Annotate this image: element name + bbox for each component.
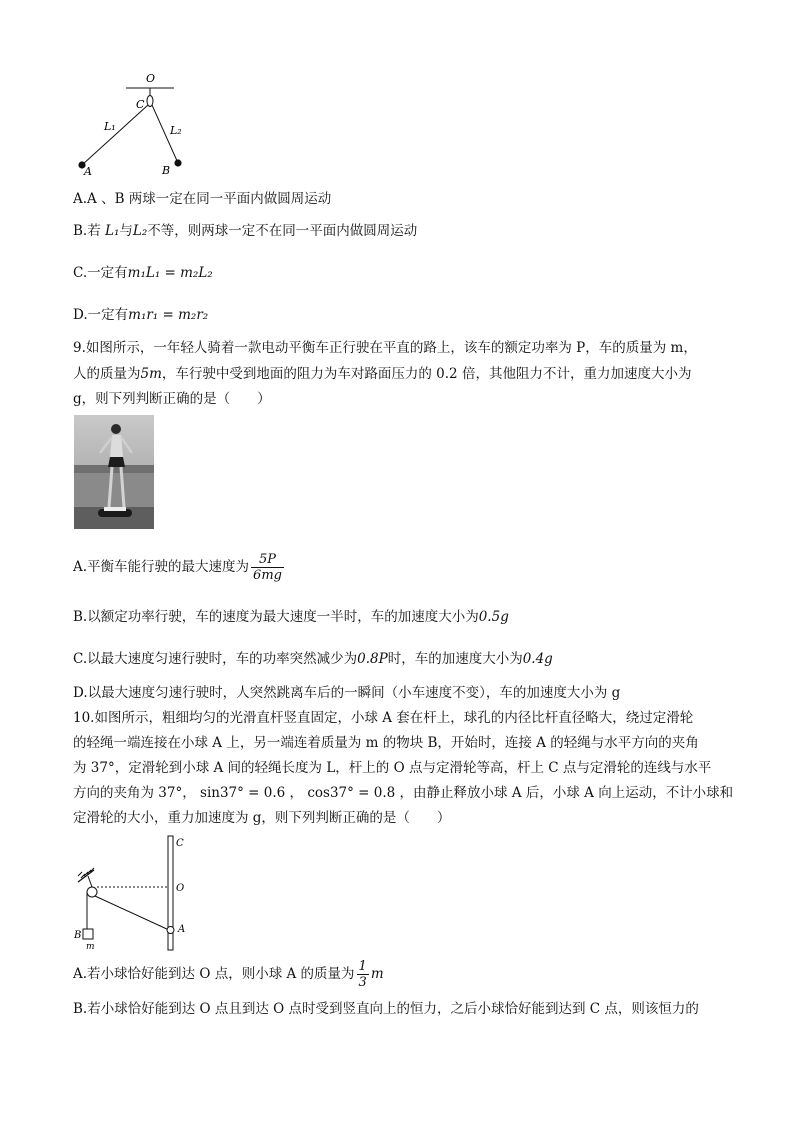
ball-b <box>174 159 181 166</box>
label-o: O <box>146 72 156 85</box>
label-b: B <box>162 164 171 177</box>
label-a: A <box>84 165 92 178</box>
q10-stem-line1: 10.如图所示，粗细均匀的光滑直杆竖直固定，小球 A 套在杆上，球孔的内径比杆直径略大，绕过定滑轮 <box>73 710 694 726</box>
label-l1: L₁ <box>104 120 116 133</box>
label-c: C <box>176 838 184 849</box>
pulley-rod-diagram <box>72 832 202 952</box>
q9-stem-line3: g，则下列判断正确的是（ ） <box>73 391 271 407</box>
q10-stem-line5: 定滑轮的大小，重力加速度为 g，则下列判断正确的是（ ） <box>73 810 451 826</box>
q8-option-d: D.一定有m₁r₁ = m₂r₂ <box>73 307 209 323</box>
q9-option-c: C.以最大速度匀速行驶时，车的功率突然减少为0.8P时，车的加速度大小为0.4g <box>73 651 553 667</box>
q9-option-b: B.以额定功率行驶，车的速度为最大速度一半时，车的加速度大小为0.5g <box>73 609 509 625</box>
q8-option-a: A.A 、B 两球一定在同一平面内做圆周运动 <box>73 191 332 207</box>
mass-fraction: $\frac{1}{3}$ <box>358 959 367 990</box>
label-l2: L₂ <box>170 124 182 137</box>
q8-option-b: B.若 L₁与L₂不等，则两球一定不在同一平面内做圆周运动 <box>73 223 418 239</box>
q10-option-a: A.若小球恰好能到达 O 点，则小球 A 的质量为 $\frac{1}{3}$ m <box>73 959 384 990</box>
label-b: B <box>74 930 82 941</box>
q8-option-c: C.一定有m₁L₁ = m₂L₂ <box>73 265 213 281</box>
q9-stem-line2: 人的质量为5m，车行驶中受到地面的阻力为车对路面压力的 0.2 倍，其他阻力不计，重力加速度大小为 <box>73 366 692 382</box>
balance-scooter-photo <box>74 415 154 529</box>
label-a: A <box>178 924 186 935</box>
q10-option-b: B.若小球恰好能到达 O 点且到达 O 点时受到竖直向上的恒力，之后小球恰好能到达到 C 点，则该恒力的 <box>73 1001 699 1017</box>
label-c: C <box>136 98 145 111</box>
q9-stem-line1: 9.如图所示，一年轻人骑着一款电动平衡车正行驶在平直的路上，该车的额定功率为 P，车的质量为 m， <box>73 340 697 356</box>
q10-stem-line2: 的轻绳一端连接在小球 A 上，另一端连着质量为 m 的物块 B，开始时，连接 A 的轻绳与水平方向的夹角 <box>73 735 699 751</box>
pendulum-diagram <box>72 70 192 180</box>
label-o: O <box>176 883 185 894</box>
max-speed-fraction: $\frac{5P}{6mg}$ <box>253 552 282 583</box>
q10-stem-line4: 方向的夹角为 37°， sin37° = 0.6 ， cos37° = 0.8 ，由静止释放小球 A 后，小球 A 向上运动，不计小球和 <box>73 785 734 801</box>
q9-option-a: A.平衡车能行驶的最大速度为 $\frac{5P}{6mg}$ <box>73 552 282 583</box>
q10-stem-line3: 为 37°，定滑轮到小球 A 间的轻绳长度为 L，杆上的 O 点与定滑轮等高，杆上 C 点与定滑轮的连线与水平 <box>73 760 712 776</box>
label-m: m <box>86 942 95 952</box>
q9-option-d: D.以最大速度匀速行驶时，人突然跳离车后的一瞬间（小车速度不变），车的加速度大小为 g <box>73 685 621 701</box>
